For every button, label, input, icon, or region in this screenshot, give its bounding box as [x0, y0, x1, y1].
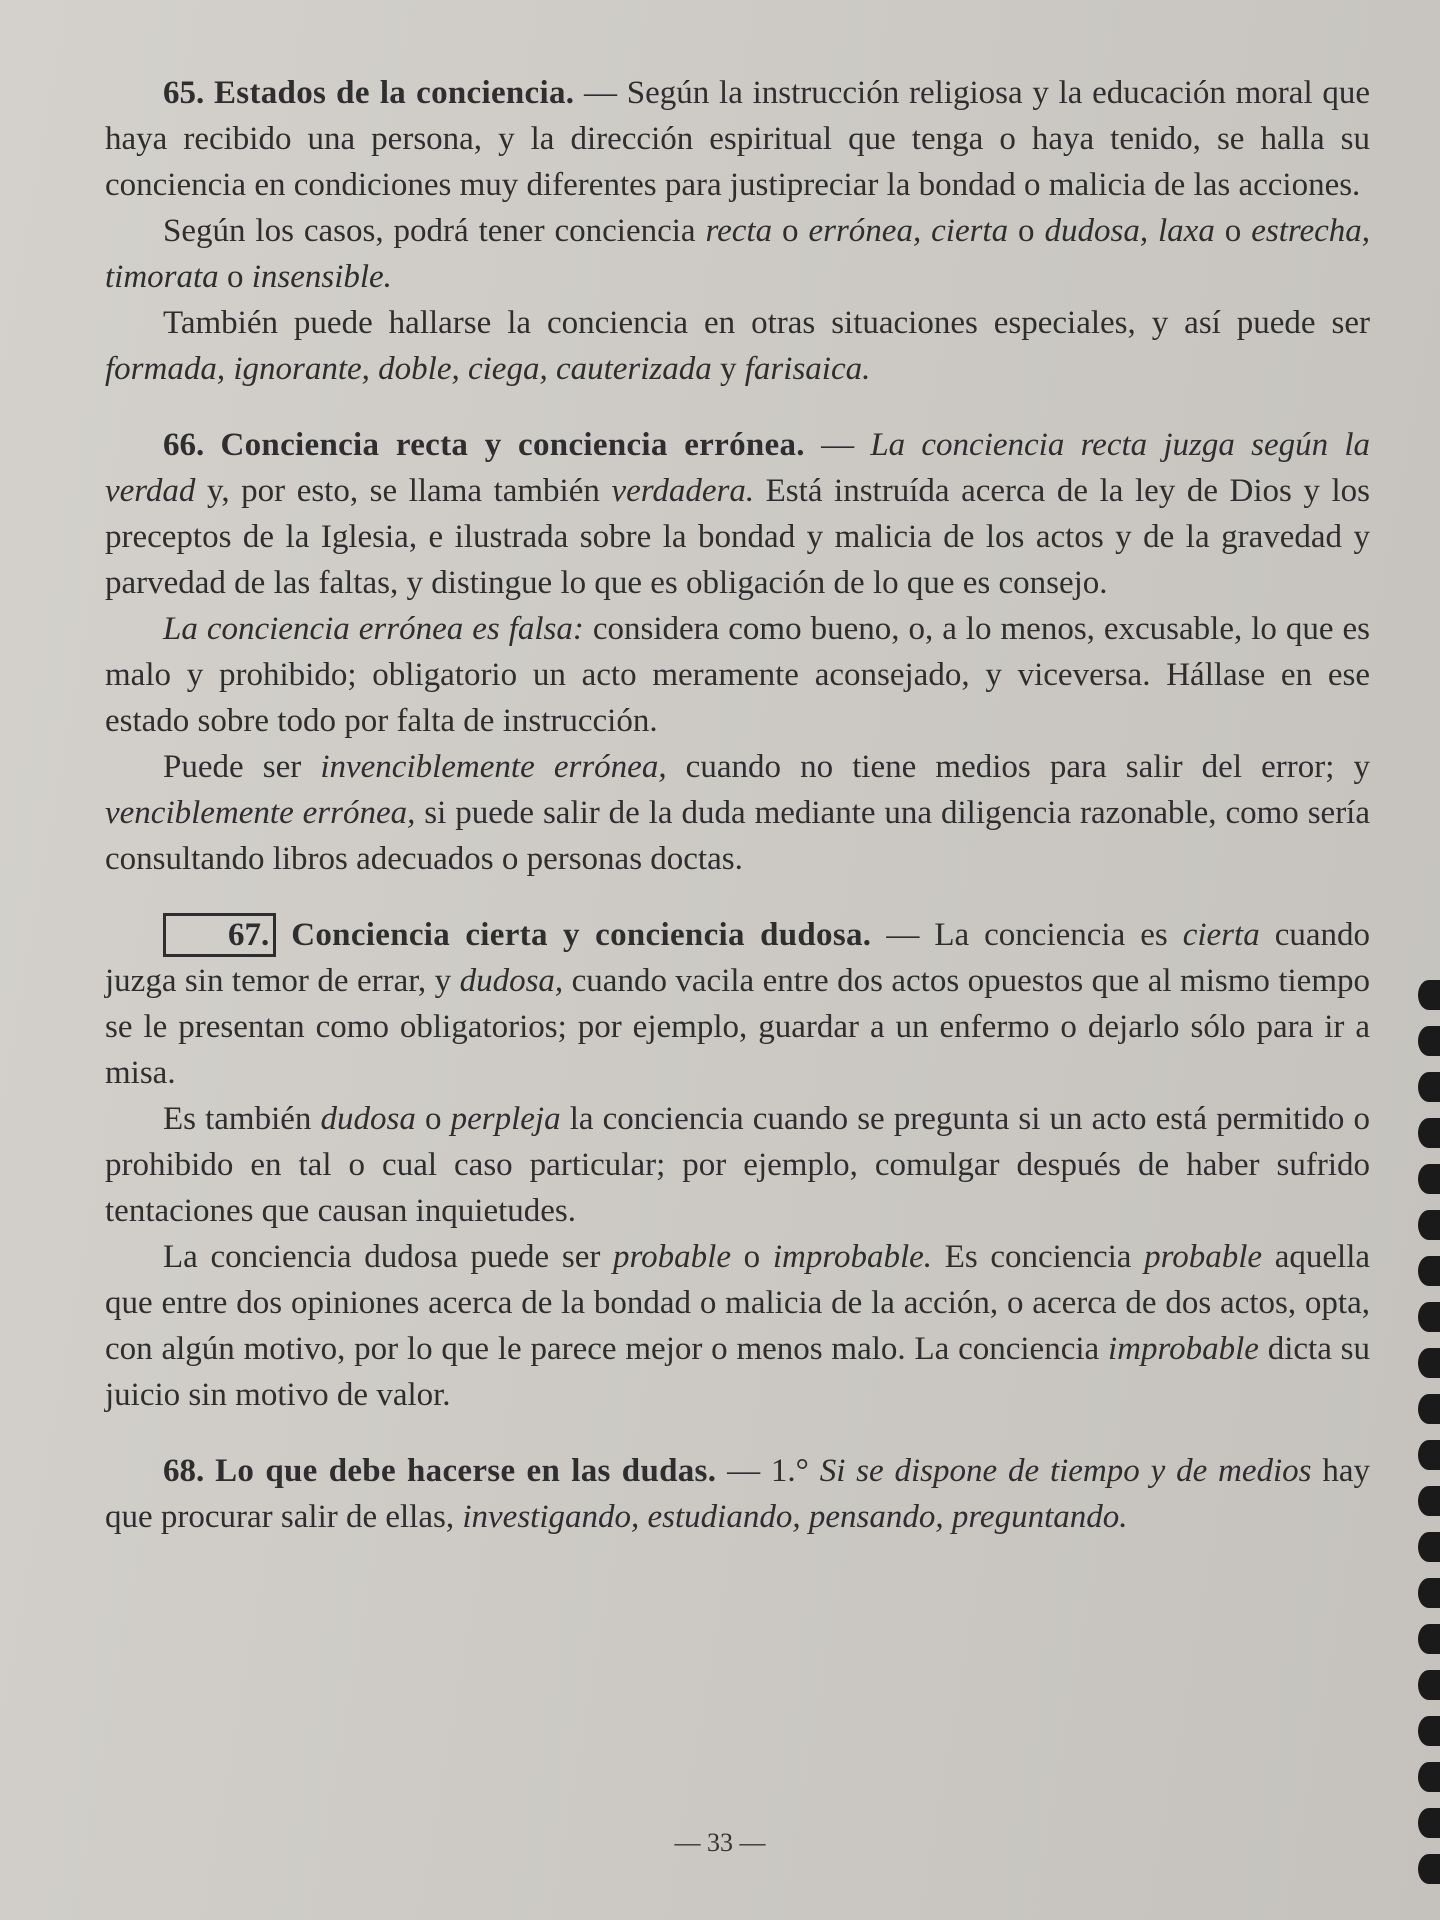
- page-number: — 33 —: [674, 1828, 766, 1857]
- italic-text: perpleja: [450, 1101, 561, 1137]
- binding-ring: [1418, 1118, 1440, 1148]
- body-text: si puede salir de la duda mediante una diligencia razonable, como sería consultando libros adecuados o personas doctas.: [105, 795, 1370, 877]
- heading-dash: —: [716, 1453, 771, 1489]
- binding-ring: [1418, 1348, 1440, 1378]
- body-text: hay que procurar salir de ellas,: [105, 1453, 1371, 1535]
- binding-ring: [1418, 1256, 1440, 1286]
- body-text: o: [772, 213, 809, 249]
- italic-text: La conciencia errónea es falsa:: [163, 611, 584, 647]
- italic-text: insensible.: [251, 259, 392, 295]
- binding-ring: [1418, 1578, 1440, 1608]
- heading-dash: —: [871, 917, 935, 953]
- body-text: y: [711, 351, 745, 387]
- italic-text: dudosa,: [459, 963, 564, 999]
- italic-text: errónea, cierta: [808, 213, 1009, 249]
- binding-ring: [1418, 1210, 1440, 1240]
- page-body: [105, 70, 1370, 1540]
- section-heading: Conciencia cierta y conciencia dudosa.: [291, 917, 872, 953]
- section-heading: Lo que debe hacerse en las dudas.: [215, 1453, 717, 1489]
- italic-text: improbable: [1107, 1331, 1259, 1367]
- italic-text: investigando, estudiando, pensando, preguntando.: [462, 1499, 1128, 1535]
- paragraph: [105, 606, 1370, 744]
- body-text: 1.°: [770, 1453, 820, 1489]
- body-text: La conciencia dudosa puede ser: [163, 1239, 614, 1275]
- italic-text: probable: [1144, 1239, 1263, 1275]
- italic-text: verdadera.: [611, 473, 755, 509]
- body-text: Según los casos, podrá tener conciencia: [163, 213, 706, 249]
- binding-ring: [1418, 1762, 1440, 1792]
- binding-ring: [1418, 980, 1440, 1010]
- binding-ring: [1418, 1854, 1440, 1884]
- body-text: considera como bueno, o, a lo menos, excusable, lo que es malo y prohibido; obligatorio un acto meramente aconsejado, y viceversa. Hállase en ese estado sobre todo por falta de instrucción.: [105, 611, 1371, 739]
- italic-text: cierta: [1182, 917, 1260, 953]
- body-text: o: [1008, 213, 1045, 249]
- section-68-lead-paragraph: [105, 1448, 1370, 1540]
- binding-ring: [1418, 1670, 1440, 1700]
- body-text: y, por esto, se llama también: [195, 473, 612, 509]
- binding-ring: [1418, 1394, 1440, 1424]
- italic-text: probable: [613, 1239, 731, 1275]
- italic-text: farisaica.: [744, 351, 871, 387]
- binding-ring: [1418, 1808, 1440, 1838]
- heading-dash: —: [804, 427, 871, 463]
- italic-text: dudosa, laxa: [1044, 213, 1215, 249]
- italic-text: improbable.: [772, 1239, 933, 1275]
- paragraph: [105, 208, 1370, 300]
- section-66-lead-paragraph: [105, 422, 1370, 606]
- body-text: o: [730, 1239, 773, 1275]
- italic-text: dudosa: [320, 1101, 416, 1137]
- section-heading: Conciencia recta y conciencia errónea.: [220, 427, 805, 463]
- body-text: cuando vacila entre dos actos opuestos que al mismo tiempo se le presentan como obligatorios; por ejemplo, guardar a un enfermo o dejarlo sólo para ir a misa.: [105, 963, 1370, 1091]
- section-number: 65.: [163, 75, 205, 111]
- italic-text: Si se dispone de tiempo y de medios: [819, 1453, 1312, 1489]
- body-text: dicta su juicio sin motivo de valor.: [105, 1331, 1370, 1413]
- paragraph: [105, 300, 1370, 392]
- section-number: 67.: [163, 913, 276, 957]
- body-text: o: [415, 1101, 451, 1137]
- italic-text: formada, ignorante, doble, ciega, cauterizada: [105, 351, 712, 387]
- body-text: Es también: [163, 1101, 321, 1137]
- italic-text: recta: [705, 213, 773, 249]
- body-text: Puede ser: [163, 749, 321, 785]
- body-text: cuando juzga sin temor de errar, y: [105, 917, 1370, 999]
- italic-text: La conciencia recta juzga según la verdad: [105, 427, 1371, 509]
- italic-text: invenciblemente errónea,: [320, 749, 667, 785]
- heading-dash: —: [574, 75, 627, 111]
- body-text: Está instruída acerca de la ley de Dios y los preceptos de la Iglesia, e ilustrada sobre la bondad y malicia de los actos y de la gravedad y parvedad de las faltas, y distingue lo que es obligación de lo que es consejo.: [105, 473, 1370, 601]
- body-text: Es conciencia: [932, 1239, 1145, 1275]
- binding-ring: [1418, 1440, 1440, 1470]
- body-text: o: [218, 259, 252, 295]
- body-text: La conciencia es: [934, 917, 1183, 953]
- body-text: Según la instrucción religiosa y la educación moral que haya recibido una persona, y la dirección espiritual que tenga o haya tenido, se halla su conciencia en condiciones muy diferentes para justipreciar la bondad o malicia de las acciones.: [105, 75, 1370, 203]
- italic-text: venciblemente errónea,: [105, 795, 416, 831]
- body-text: o: [1214, 213, 1252, 249]
- section-65-lead-paragraph: [105, 70, 1370, 208]
- binding-ring: [1418, 1164, 1440, 1194]
- binding-ring: [1418, 1302, 1440, 1332]
- section-67-lead-paragraph: [105, 912, 1370, 1096]
- binding-ring: [1418, 1072, 1440, 1102]
- paragraph: [105, 744, 1370, 882]
- paragraph: [105, 1096, 1370, 1234]
- binding-ring: [1418, 1532, 1440, 1562]
- body-text: También puede hallarse la conciencia en otras situaciones especiales, y así puede ser: [163, 305, 1370, 341]
- body-text: la conciencia cuando se pregunta si un acto está permitido o prohibido en tal o cual caso particular; por ejemplo, comulgar después de haber sufrido tentaciones que causan inquietudes.: [105, 1101, 1370, 1229]
- body-text: aquella que entre dos opiniones acerca de la bondad o malicia de la acción, o acerca de dos actos, opta, con algún motivo, por lo que le parece mejor o menos malo. La conciencia: [105, 1239, 1371, 1367]
- italic-text: estrecha, timorata: [105, 213, 1371, 295]
- binding-ring: [1418, 1486, 1440, 1516]
- binding-ring: [1418, 1624, 1440, 1654]
- binding-ring: [1418, 1026, 1440, 1056]
- binding-ring: [1418, 1716, 1440, 1746]
- spiral-binding: [1412, 980, 1440, 1920]
- section-number: 66.: [163, 427, 205, 463]
- body-text: cuando no tiene medios para salir del error; y: [666, 749, 1370, 785]
- paragraph: [105, 1234, 1370, 1418]
- section-number: 68.: [163, 1453, 205, 1489]
- section-heading: Estados de la conciencia.: [214, 75, 575, 111]
